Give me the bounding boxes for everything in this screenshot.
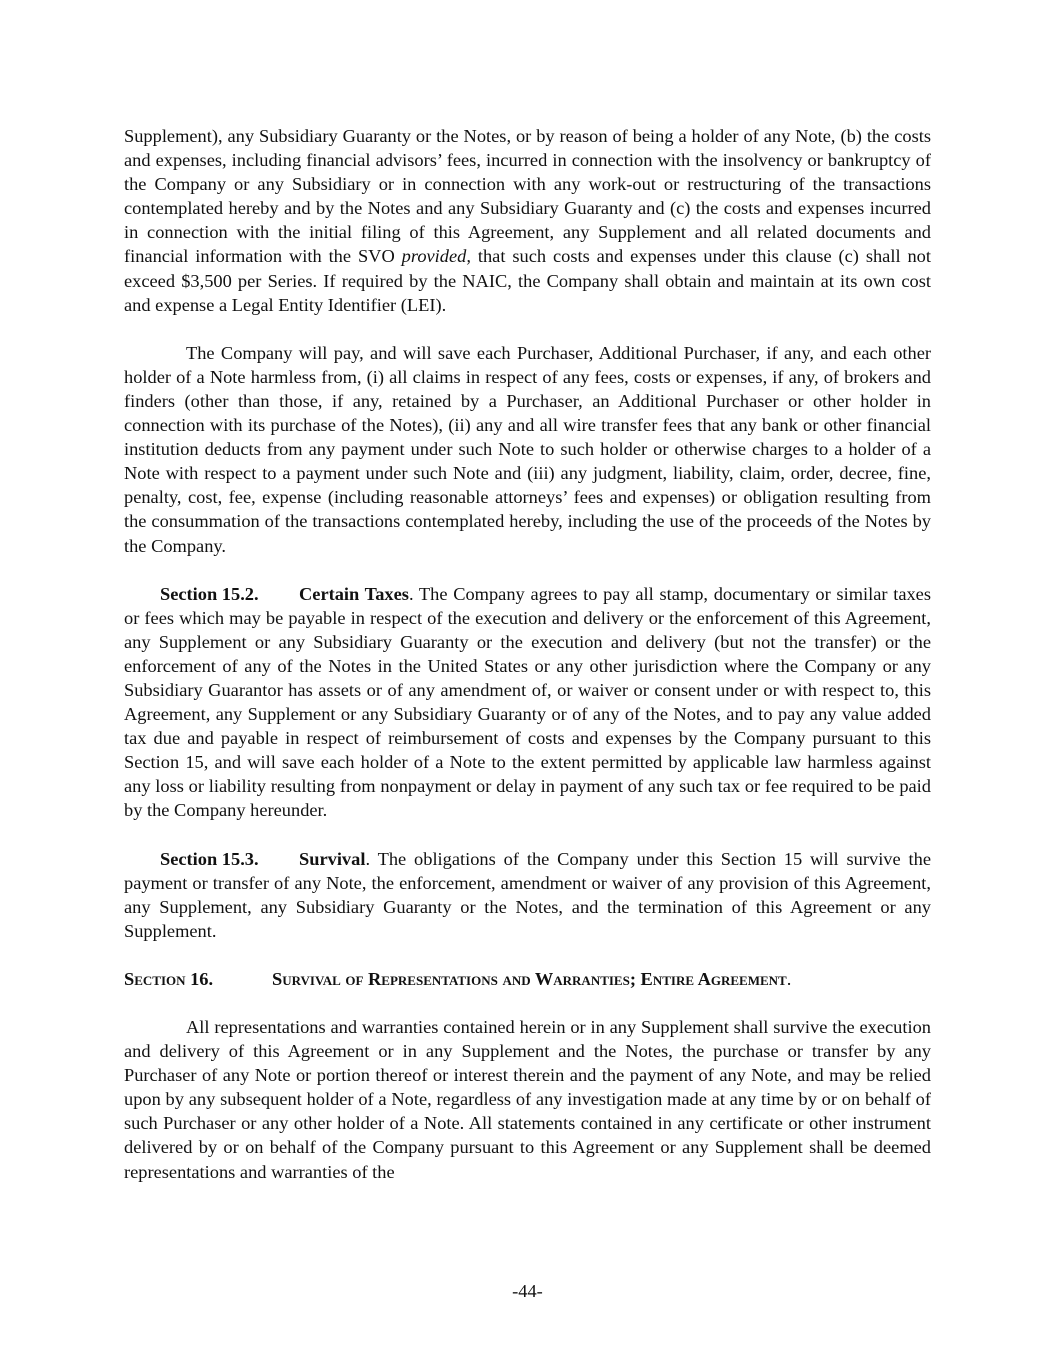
page-number: -44- (512, 1281, 543, 1301)
document-page (124, 124, 931, 1184)
section-15-2-period: . (408, 583, 414, 604)
continuation-text-part1: Supplement), any Subsidiary Guaranty or the Notes, or by reason of being a holder of any Note, (b) the costs and expenses, including financial advisors’ fees, incurred in connection with the insolvency or bankruptcy of the Company or any Subsidiary or in connection with any work-out or restructuring of the transactions contemplated hereby and by the Notes and any Subsidiary Guaranty and (c) the costs and expenses incurred in connection with the initial filing of this Agreement, any Supplement and all related documents and financial information with the SVO (124, 126, 931, 267)
section-15-2-title: Certain Taxes (299, 583, 409, 604)
section-15-2-body: The Company agrees to pay all stamp, documentary or similar taxes or fees which may be payable in respect of the execution and delivery or the enforcement of this Agreement, any Supplement or any Subsidiary Guaranty or the execution and delivery (but not the transfer) or the enforcement of any of the Notes in the United States or any other jurisdiction where the Company or any Subsidiary Guarantor has assets or of any amendment of, or waiver or consent under or with respect to, this Agreement, any Supplement or any Subsidiary Guaranty or of any of the Notes, and to pay any value added tax due and payable in respect of reimbursement of costs and expenses by the Company pursuant to this Section 15, and will save each holder of a Note to the extent permitted by applicable law harmless against any loss or liability resulting from nonpayment or delay in payment of any such tax or fee required to be paid by the Company hereunder. (124, 583, 931, 821)
section-16-period: . (786, 968, 792, 989)
section-15-3-number: Section 15.3. (160, 848, 259, 869)
representations-paragraph: All representations and warranties contained herein or in any Supplement shall survive the execution and delivery of this Agreement or in any Supplement and the Notes, the purchase or transfer by any Purchaser of any Note or portion thereof or interest therein and the payment of any Note, and may be relied upon by any subsequent holder of a Note, regardless of any investigation made at any time by or on behalf of such Purchaser or any other holder of a Note. All statements contained in any certificate or other instrument delivered by or on behalf of the Company pursuant to this Agreement or any Supplement shall be deemed representations and warranties of the (124, 1017, 931, 1182)
continuation-text-part2: that such costs and expenses under this clause (c) shall not exceed $3,500 per Series. If required by the NAIC, the Company shall obtain and maintain at its own cost and expense a Legal Entity Identifier (LEI). (124, 246, 931, 315)
section-15-3-period: . (365, 848, 371, 869)
section-16-heading (124, 967, 931, 991)
section-16-number: Section 16. (124, 968, 214, 989)
company-pay-paragraph: The Company will pay, and will save each Purchaser, Additional Purchaser, if any, and each other holder of a Note harmless from, (i) all claims in respect of any fees, costs or expenses, if any, of brokers and finders (other than those, if any, retained by a Purchaser, an Additional Purchaser or other holder in connection with its purchase of the Notes), (ii) any and all wire transfer fees that any bank or other financial institution deducts from any payment under such Note to such holder or otherwise charges to a holder of a Note with respect to a payment under such Note and (iii) any judgment, liability, claim, order, decree, fine, penalty, cost, fee, expense (including reasonable attorneys’ fees and expenses) or obligation resulting from the consummation of the transactions contemplated hereby, including the use of the proceeds of the Notes by the Company. (124, 342, 931, 556)
section-15-3-title: Survival (299, 848, 366, 869)
section-15-2-number: Section 15.2. (160, 583, 259, 604)
section-16-title: Survival of Representations and Warranties; Entire Agreement (272, 968, 787, 989)
section-15-3-body: The obligations of the Company under this Section 15 will survive the payment or transfer of any Note, the enforcement, amendment or waiver of any provision of this Agreement, any Supplement, any Subsidiary Guaranty or the Notes, and the termination of this Agreement or any Supplement. (124, 848, 932, 941)
provided-italic: provided, (401, 246, 471, 267)
section-15-3-paragraph (124, 847, 931, 943)
section-15-2-paragraph (124, 582, 931, 823)
continuation-paragraph (124, 124, 931, 317)
